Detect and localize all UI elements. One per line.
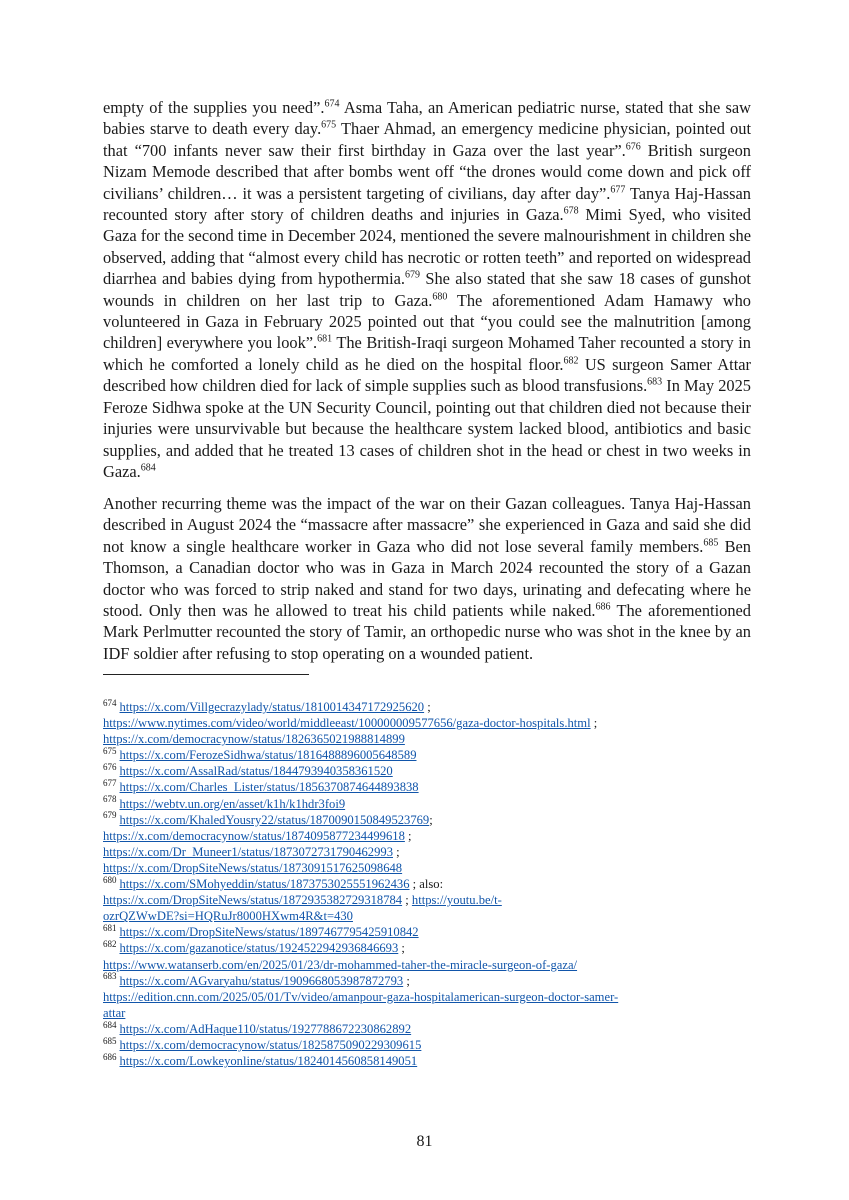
footnote-ref-682[interactable]: 682 (563, 355, 579, 367)
footnote-686 (103, 1053, 751, 1069)
footnote-number: 681 (103, 923, 117, 934)
footnote-link[interactable]: https://x.com/Charles_Lister/status/1856370874644893838 (119, 780, 419, 795)
footnote-separator-text: ; (424, 700, 431, 714)
footnote-679 (103, 812, 751, 876)
footnote-link[interactable]: https://www.nytimes.com/video/world/middleeast/100000009577656/gaza-doctor-hospitals.html (103, 716, 591, 731)
footnote-number: 678 (103, 794, 117, 805)
footnote-separator-text: ; (393, 844, 400, 859)
footnote-number: 686 (103, 1051, 117, 1062)
footnote-link[interactable]: https://x.com/democracynow/status/1826365021988814899 (103, 732, 405, 747)
footnote-683 (103, 973, 751, 1021)
footnote-number: 676 (103, 762, 117, 773)
footnote-number: 682 (103, 939, 117, 950)
body-paragraph-1: empty of the supplies you need”.$^{674}$ Asma Taha, an American pediatric nurse, stated that she saw babies starve to death every day.$^{675}$ Thaer Ahmad, an emergency medicine physician, pointed out that “700 infants never saw their first birthday in Gaza over the last year”.$^{676}$ British surgeon Nizam Memode described that after bombs went off “the drones would come down and pick off civilians’ children… it was a persistent targeting of civilians, day after day”.$^{677}$ Tanya Haj-Hassan recounted story after story of children deaths and injuries in Gaza.$^{678}$ Mimi Syed, who visited Gaza for the second time in December 2024, mentioned the severe malnourishment in children she observed, adding that “almost every child has necrotic or rotten teeth” and reported on widespread diarrhea and babies dying from hypothermia.$^{679}$ She also stated that she saw 18 cases of gunshot wounds in children on her last trip to Gaza.$^{680}$ The aforementioned Adam Hamawy who volunteered in Gaza in February 2025 pointed out that “you could see the malnutrition [among children] everywhere you look”.$^{681}$ The British-Iraqi surgeon Mohamed Taher recounted a story in which he comforted a lonely child as he died on the hospital floor.$^{682}$ US surgeon Samer Attar described how children died for lack of simple supplies such as blood transfusions.$^{683}$ In May 2025 Feroze Sidhwa spoke at the UN Security Council, pointing out that children died not because their injuries were unsurvivable but because the healthcare system lacked blood, antibiotics and basic supplies, and added that he treated 13 cases of children shot in the head or chest in two weeks in Gaza.$^{684}$ (103, 98, 752, 481)
footnote-link[interactable]: https://x.com/AdHaque110/status/1927788672230862892 (119, 1021, 412, 1036)
footnote-separator-text: ; also: (409, 877, 444, 892)
footnote-link[interactable]: ozrQZWwDE?si=HQRuJr8000HXwm4R&t=430 (103, 909, 353, 924)
footnote-link[interactable]: https://edition.cnn.com/2025/05/01/Tv/video/amanpour-gaza-hospitalamerican-surgeon-doctor-samer- (103, 989, 619, 1004)
body-paragraph-2: Another recurring theme was the impact of the war on their Gazan colleagues. Tanya Haj-Hassan described in August 2024 the “massacre after massacre” she experienced in Gaza and said she did not know a single healthcare worker in Gaza who did not lose several family members.$^{685}$ Ben Thomson, a Canadian doctor who was in Gaza in March 2024 recounted the story of a Gazan doctor who was forced to strip naked and stand for two days, urinating and defecating where he stood. Only then was he allowed to treat his child patients while naked.$^{686}$ The aforementioned Mark Perlmutter recounted the story of Tamir, an orthopedic nurse who was shot in the knee by an IDF soldier after refusing to stop operating on a wounded patient. (103, 494, 751, 663)
footnote-link[interactable]: attar (103, 1005, 126, 1020)
footnote-ref-679[interactable]: 679 (405, 269, 421, 281)
footnote-ref-680[interactable]: 680 (432, 291, 448, 303)
footnote-link[interactable]: https://x.com/Lowkeyonline/status/1824014560858149051 (119, 1054, 418, 1069)
footnote-685 (103, 1037, 751, 1053)
footnote-number: 674 (103, 697, 117, 708)
footnote-link[interactable]: https://x.com/Dr_Muneer1/status/1873072731790462993 (103, 844, 393, 859)
footnote-number: 684 (103, 1019, 117, 1030)
footnote-link[interactable]: https://www.watanserb.com/en/2025/01/23/dr-mohammed-taher-the-miracle-surgeon-of-gaza/ (103, 957, 578, 972)
footnote-number: 683 (103, 971, 117, 982)
footnote-link[interactable]: https://x.com/Villgecrazylady/status/1810014347172925620 (119, 700, 425, 714)
footnote-number: 677 (103, 778, 117, 789)
footnote-separator-text: ; (402, 893, 412, 908)
footnote-680 (103, 876, 751, 924)
footnote-ref-677[interactable]: 677 (610, 184, 626, 196)
footnote-link[interactable]: https://x.com/DropSiteNews/status/1872935382729318784 (103, 893, 403, 908)
footnote-link[interactable]: https://webtv.un.org/en/asset/k1h/k1hdr3foi9 (119, 796, 346, 811)
footnote-separator-text: ; (403, 973, 410, 988)
footnote-676 (103, 763, 751, 779)
footnote-link[interactable]: https://x.com/AGvaryahu/status/1909668053987872793 (119, 973, 404, 988)
footnote-link[interactable]: https://x.com/FerozeSidhwa/status/1816488896005648589 (119, 748, 417, 763)
footnote-separator-text: ; (429, 812, 433, 827)
footnote-link[interactable]: https://x.com/AssalRad/status/1844793940358361520 (119, 764, 393, 779)
footnote-link[interactable]: https://x.com/democracynow/status/1874095877234499618 (103, 828, 405, 843)
footnote-678 (103, 796, 751, 812)
footnote-number: 680 (103, 874, 117, 885)
footnote-separator-text: ; (404, 828, 412, 843)
footnote-ref-686[interactable]: 686 (595, 601, 611, 613)
footnote-separator (103, 674, 309, 675)
footnote-ref-683[interactable]: 683 (647, 376, 663, 388)
footnote-ref-685[interactable]: 685 (703, 537, 719, 549)
footnote-link[interactable]: https://x.com/SMohyeddin/status/1873753025551962436 (119, 877, 410, 892)
footnote-link[interactable]: https://x.com/democracynow/status/1825875090229309615 (119, 1037, 422, 1052)
page-number: 81 (416, 1133, 433, 1150)
footnote-ref-681[interactable]: 681 (317, 334, 333, 345)
footnote-number: 679 (103, 810, 117, 821)
footnote-number: 685 (103, 1035, 117, 1046)
footnote-link[interactable]: https://youtu.be/t- (411, 893, 502, 908)
footnote-ref-684[interactable]: 684 (140, 462, 156, 474)
footnote-681 (103, 924, 751, 940)
footnote-link[interactable]: https://x.com/KhaledYousry22/status/1870090150849523769 (119, 812, 430, 827)
footnote-link[interactable]: https://x.com/DropSiteNews/status/1873091517625098648 (103, 860, 403, 875)
footnote-684 (103, 1021, 751, 1037)
footnote-674 (103, 699, 751, 747)
footnote-number: 675 (103, 746, 117, 757)
footnote-separator-text: ; (590, 716, 598, 731)
footnote-ref-675[interactable]: 675 (321, 119, 337, 131)
footnote-link[interactable]: https://x.com/gazanotice/status/1924522942936846693 (119, 941, 399, 956)
footnote-ref-676[interactable]: 676 (625, 141, 641, 153)
footnote-ref-674[interactable]: 674 (324, 98, 340, 110)
footnote-677 (103, 779, 751, 795)
footnote-675 (103, 747, 751, 763)
footnote-682 (103, 940, 751, 972)
footnote-separator-text: ; (398, 941, 405, 956)
footnotes (103, 699, 751, 1069)
footnote-link[interactable]: https://x.com/DropSiteNews/status/1897467795425910842 (119, 925, 419, 940)
footnote-ref-678[interactable]: 678 (563, 205, 579, 217)
